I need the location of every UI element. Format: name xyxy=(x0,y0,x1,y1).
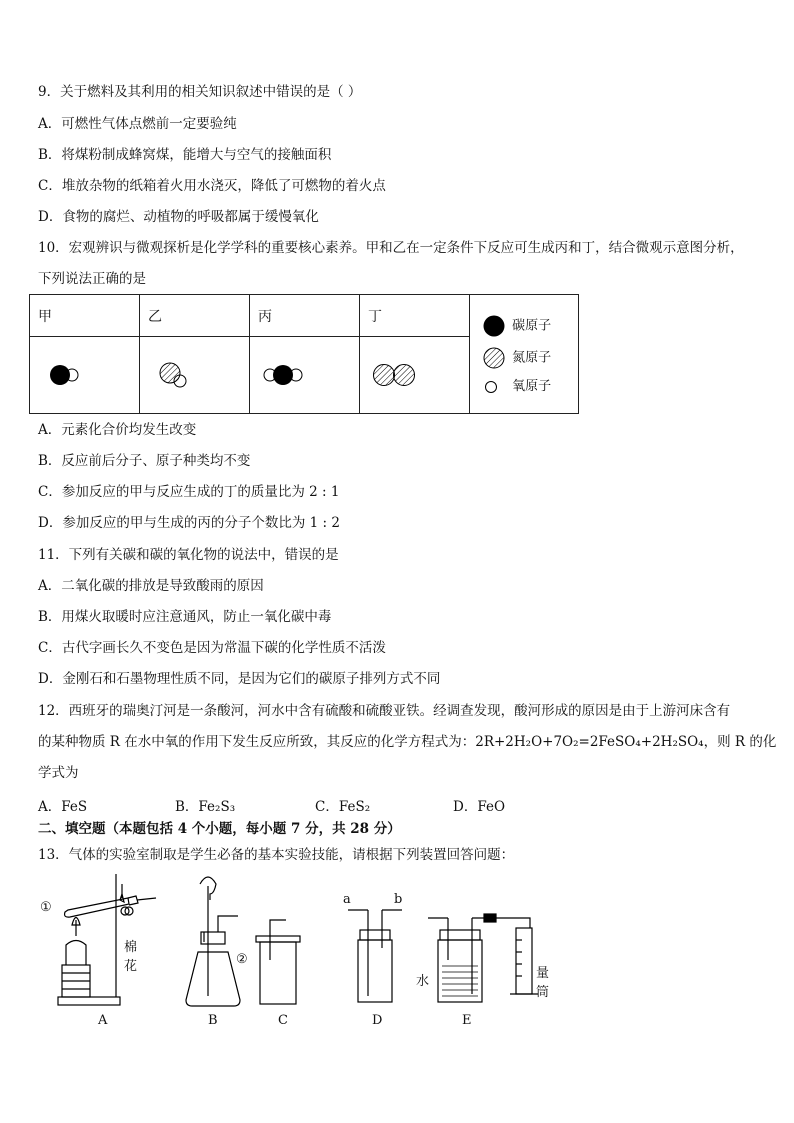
co2-molecule-icon xyxy=(250,337,351,409)
q12-option-a: A．FeS xyxy=(38,799,88,815)
q12-stem-line1: 12．西班牙的瑞奥汀河是一条酸河，河水中含有硫酸和硫酸亚铁。经调查发现，酸河形成的原因是由于上游河床含有 xyxy=(38,703,731,719)
label-circle2: ② xyxy=(236,952,248,967)
apparatus-drawing xyxy=(38,870,578,1035)
header-ding: 丁 xyxy=(360,295,470,337)
header-jia: 甲 xyxy=(30,295,140,337)
q11-option-b: B．用煤火取暖时应注意通风，防止一氧化碳中毒 xyxy=(38,609,332,625)
q10-option-a: A．元素化合价均发生改变 xyxy=(38,422,197,438)
q11-option-a: A．二氧化碳的排放是导致酸雨的原因 xyxy=(38,578,264,594)
apparatus-b-label: B xyxy=(208,1013,218,1028)
molecule-table xyxy=(29,294,579,414)
label-cotton: 棉花 xyxy=(124,940,138,974)
label-water: 水 xyxy=(416,974,430,989)
molecule-ding xyxy=(360,337,470,414)
q9-option-b: B．将煤粉制成蜂窝煤，能增大与空气的接触面积 xyxy=(38,147,332,163)
co-molecule-icon xyxy=(30,337,131,409)
oxygen-atom-icon xyxy=(482,378,508,396)
q10-stem-line1: 10．宏观辨识与微观探析是化学学科的重要核心素养。甲和乙在一定条件下反应可生成丙和丁，结合微观示意图分析， xyxy=(38,240,744,256)
apparatus-a-label: A xyxy=(98,1013,108,1028)
q13-stem: 13．气体的实验室制取是学生必备的基本实验技能，请根据下列装置回答问题： xyxy=(38,847,515,863)
legend-oxygen: 氧原子 xyxy=(512,379,552,394)
q12-option-b: B．Fe₂S₃ xyxy=(175,799,236,815)
q12-option-d: D．FeO xyxy=(453,799,506,815)
n2-molecule-icon xyxy=(360,337,461,409)
label-b: b xyxy=(394,892,403,907)
apparatus-e-label: E xyxy=(462,1013,472,1028)
q10-stem-line2: 下列说法正确的是 xyxy=(38,271,146,287)
nitrogen-atom-icon xyxy=(482,345,508,371)
section-title: 二、填空题（本题包括 4 个小题，每小题 7 分，共 28 分） xyxy=(38,821,401,837)
apparatus-c-label: C xyxy=(278,1013,288,1028)
q9-option-a: A．可燃性气体点燃前一定要验纯 xyxy=(38,116,237,132)
q11-option-c: C．古代字画长久不变色是因为常温下碳的化学性质不活泼 xyxy=(38,640,386,656)
molecule-bing xyxy=(250,337,360,414)
apparatus-d-label: D xyxy=(372,1013,383,1028)
label-circle1: ① xyxy=(40,900,52,915)
q12-option-c: C．FeS₂ xyxy=(315,799,371,815)
label-a: a xyxy=(343,892,351,907)
q11-option-d: D．金刚石和石墨物理性质不同，是因为它们的碳原子排列方式不同 xyxy=(38,671,441,687)
legend-carbon: 碳原子 xyxy=(512,318,552,334)
carbon-atom-icon xyxy=(482,313,508,339)
q12-stem-line2: 的某种物质 R 在水中氧的作用下发生反应所致，其反应的化学方程式为：2R+2H₂O+7O₂=2FeSO₄+2H₂SO₄，则 R 的化 xyxy=(38,734,777,750)
header-bing: 丙 xyxy=(250,295,360,337)
q10-option-b: B．反应前后分子、原子种类均不变 xyxy=(38,453,251,469)
legend-nitrogen: 氮原子 xyxy=(512,350,552,366)
q9-stem: 9．关于燃料及其利用的相关知识叙述中错误的是（ ） xyxy=(38,84,362,100)
header-yi: 乙 xyxy=(140,295,250,337)
q10-option-c: C．参加反应的甲与反应生成的丁的质量比为 2 : 1 xyxy=(38,484,340,500)
molecule-jia xyxy=(30,337,140,414)
q12-stem-line3: 学式为 xyxy=(38,765,79,781)
q11-stem: 11．下列有关碳和碳的氧化物的说法中，错误的是 xyxy=(38,547,339,563)
label-cylinder: 量筒 xyxy=(536,966,550,1000)
q9-option-d: D．食物的腐烂、动植物的呼吸都属于缓慢氧化 xyxy=(38,209,319,225)
no-molecule-icon xyxy=(140,337,241,409)
molecule-yi xyxy=(140,337,250,414)
q10-option-d: D．参加反应的甲与生成的丙的分子个数比为 1 : 2 xyxy=(38,515,340,531)
atom-legend xyxy=(470,295,579,414)
q9-option-c: C．堆放杂物的纸箱着火用水浇灭，降低了可燃物的着火点 xyxy=(38,178,386,194)
